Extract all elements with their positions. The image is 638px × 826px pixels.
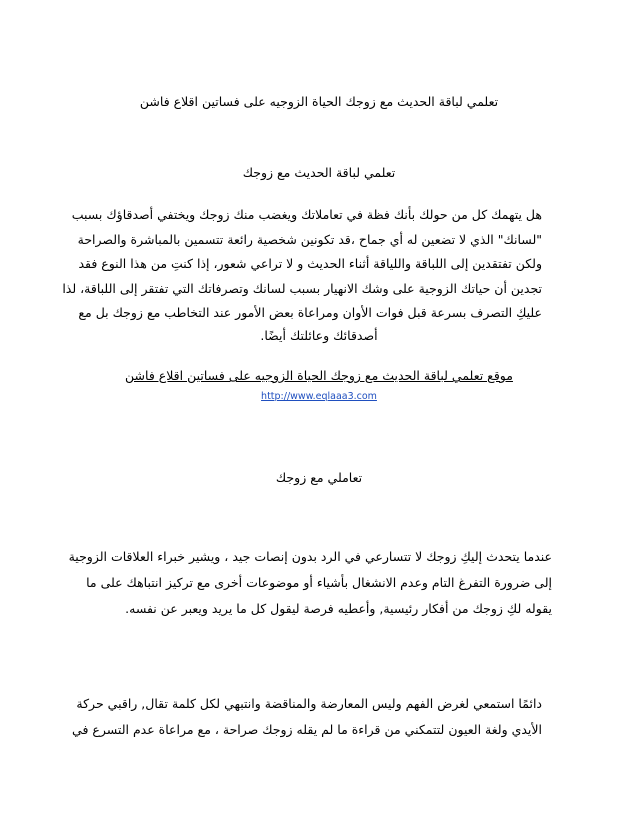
section-heading-speech-tact: تعلمي لباقة الحديث مع زوجك [242,165,396,180]
paragraph-line: ولكن تفتقدين إلى اللباقة واللياقة أثناء الحديث و لا تراعي شعور، إذا كنتِ من هذا النوع فقد [78,256,542,271]
paragraph-line: عليكِ التصرف بسرعة قبل فوات الأوان ومراعاة بعض الأمور عند التخاطب مع زوجك بل مع [78,305,542,320]
paragraph-line: تجدين أن حياتك الزوجية على وشك الانهيار بسبب لسانك وتصرفاتك التي تفتقر إلى اللباقة، لذا [62,281,542,296]
website-url-link[interactable]: http://www.eqlaaa3.com [261,391,377,402]
paragraph-line: أصدقائك وعائلتك أيضًا. [260,328,378,343]
paragraph-line: هل يتهمك كل من حولك بأنك فظة في تعاملاتك ويغضب منك زوجك ويختفي أصدقاؤك بسبب [71,207,542,222]
document-title: تعلمي لباقة الحديث مع زوجك الحياة الزوجيه على فساتين اقلاع فاشن [139,94,499,109]
paragraph-line: "لسانك" الذي لا تضعين له أي جماح ،قد تكونين شخصية رائعة تتسمين بالمباشرة والصراحة [77,232,542,247]
site-link[interactable]: موقع تعلمي لباقة الحديث مع زوجك الحياة الزوجيه على فساتين اقلاع فاشن [125,368,513,383]
paragraph-line: يقوله لكِ زوجك من أفكار رئيسية, وأعطيه فرصة ليقول كل ما يريد ويعبر عن نفسه. [125,601,552,616]
paragraph-line: الأيدي ولغة العيون لتتمكني من قراءة ما لم يقله زوجك صراحة ، مع مراعاة عدم التسرع في [72,722,542,737]
section-heading-deal-with-husband: تعاملي مع زوجك [275,470,363,485]
paragraph-line: عندما يتحدث إليكِ زوجك لا تتسارعي في الرد بدون إنصات جيد ، ويشير خبراء العلاقات الزوجية [68,549,552,564]
paragraph-line: إلى ضرورة التفرغ التام وعدم الانشغال بأشياء أو موضوعات أخرى مع تركيز انتباهك على ما [86,575,552,590]
paragraph-line: دائمًا استمعي لغرض الفهم وليس المعارضة والمناقضة وانتبهي لكل كلمة تقال, راقبي حركة [76,696,542,711]
